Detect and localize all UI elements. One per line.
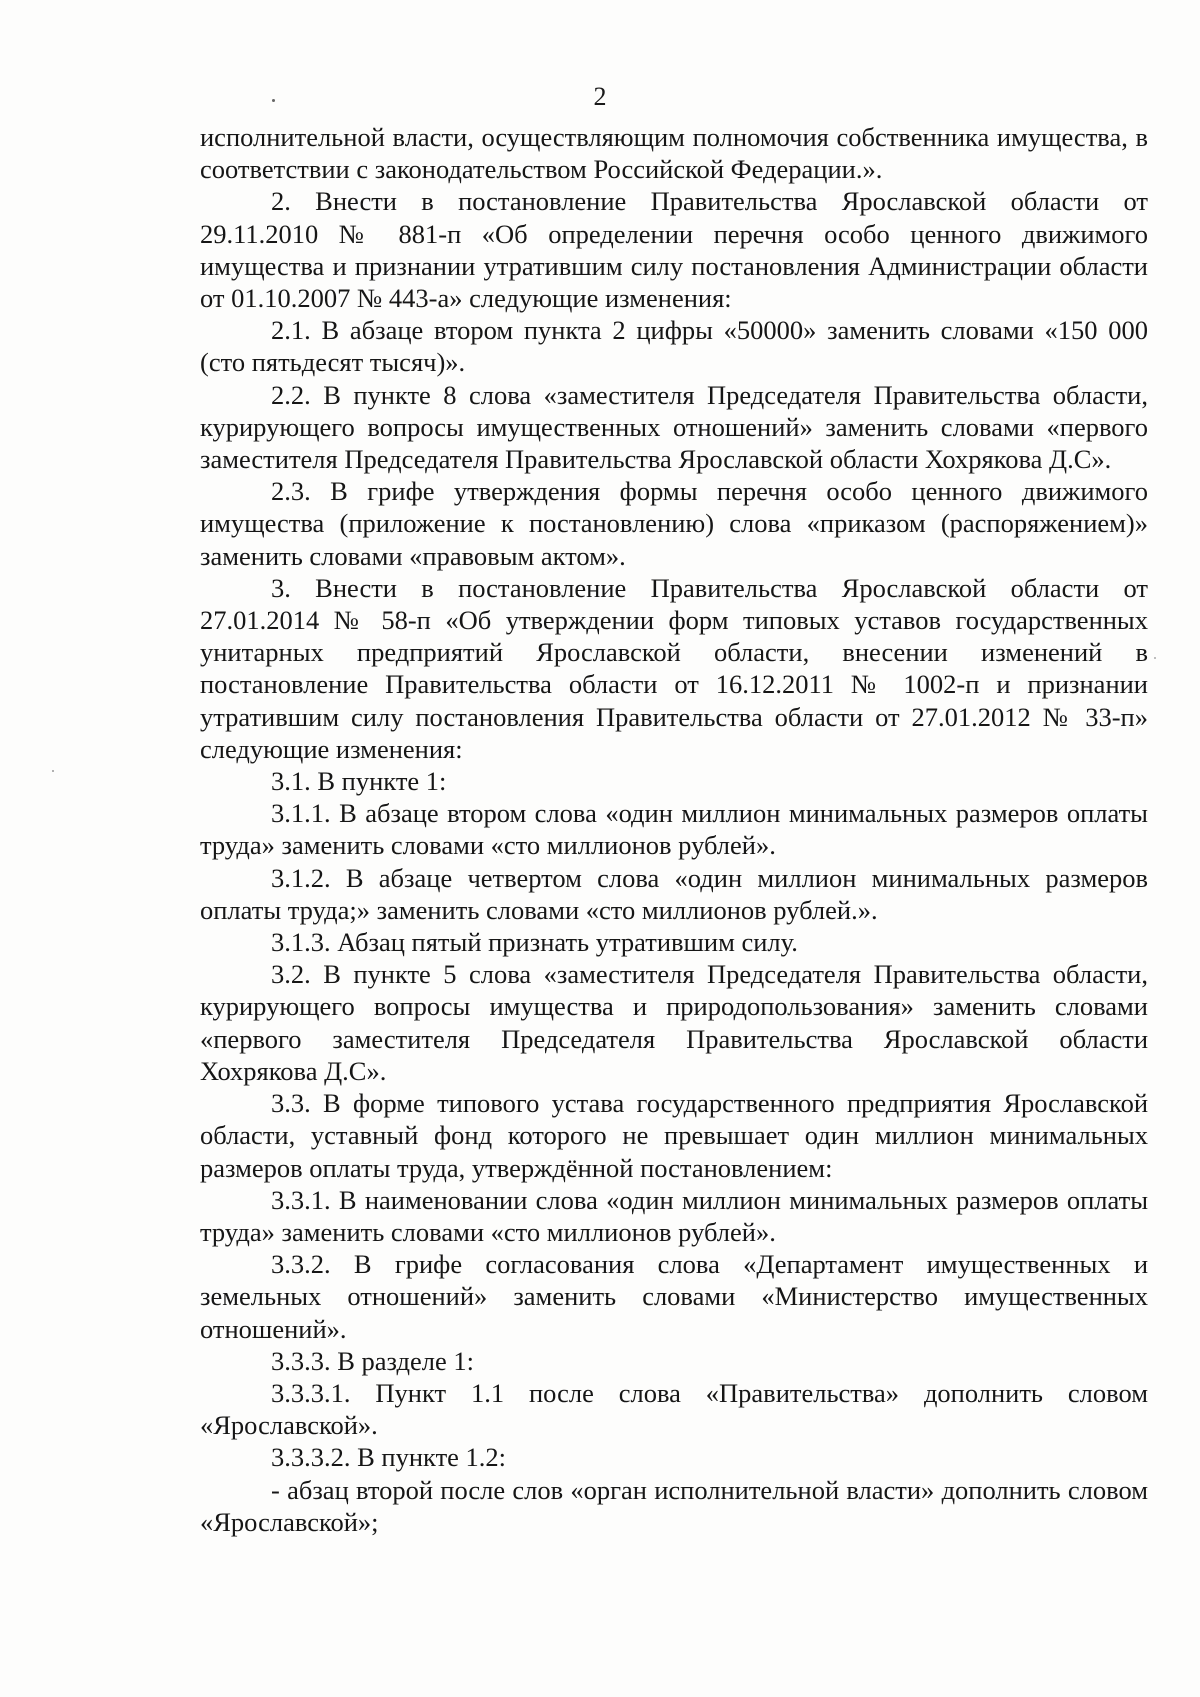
- paragraph-item-3-1-1: 3.1.1. В абзаце втором слова «один миллион минимальных размеров оплаты труда» заменить словами «сто миллионов рублей».: [200, 798, 1148, 861]
- paragraph-item-3-3-1: 3.3.1. В наименовании слова «один миллион минимальных размеров оплаты труда» заменить словами «сто миллионов рублей».: [200, 1184, 1148, 1247]
- scan-speck: [1154, 657, 1156, 659]
- paragraph-item-3-3-3-1: 3.3.3.1. Пункт 1.1 после слова «Правительства» дополнить словом «Ярославской».: [200, 1377, 1148, 1441]
- paragraph-sub-item: - абзац второй после слов «орган исполнительной власти» дополнить словом «Ярославской»;: [200, 1474, 1148, 1537]
- paragraph-item-3-3-3: 3.3.3. В разделе 1:: [271, 1345, 475, 1376]
- paragraph-item-3-3: 3.3. В форме типового устава государственного предприятия Ярославской области, уставный фонд которого не превышает один миллион минимальных размеров оплаты труда, утверждённой постановлением:: [200, 1088, 1148, 1183]
- paragraph-item-3-3-3-2: 3.3.3.2. В пункте 1.2:: [271, 1442, 507, 1473]
- document-body: [200, 121, 1148, 1538]
- paragraph-item-3: 3. Внести в постановление Правительства Ярославской области от 27.01.2014 № 58-п «Об утверждении форм типовых уставов государственных унитарных предприятий Ярославской области, внесении изменений в постановление Правительства области от 16.12.2011 № 1002-п и признании утратившим силу постановления Правительства области от 27.01.2012 № 33-п» следующие изменения:: [200, 572, 1148, 764]
- scan-speck: [52, 770, 54, 772]
- paragraph-item-3-3-2: 3.3.2. В грифе согласования слова «Департамент имущественных и земельных отношений» заменить словами «Министерство имущественных отношений».: [200, 1249, 1148, 1344]
- paragraph-item-3-1-2: 3.1.2. В абзаце четвертом слова «один миллион минимальных размеров оплаты труда;» заменить словами «сто миллионов рублей.».: [200, 862, 1148, 925]
- paragraph-item-2-1: 2.1. В абзаце втором пункта 2 цифры «50000» заменить словами «150 000 (сто пятьдесят тысяч)».: [200, 315, 1148, 378]
- paragraph-item-2-2: 2.2. В пункте 8 слова «заместителя Председателя Правительства области, курирующего вопросы имущественных отношений» заменить словами «первого заместителя Председателя Правительства Ярославской области Хохрякова Д.С».: [200, 379, 1148, 475]
- paragraph-item-2-3: 2.3. В грифе утверждения формы перечня особо ценного движимого имущества (приложение к постановлению) слова «приказом (распоряжением)» заменить словами «правовым актом».: [200, 476, 1148, 571]
- paragraph-item-3-2: 3.2. В пункте 5 слова «заместителя Председателя Правительства области, курирующего вопросы имущества и природопользования» заменить словами «первого заместителя Председателя Правительства Ярославской области Хохрякова Д.С».: [200, 959, 1148, 1086]
- paragraph-item-3-1: 3.1. В пункте 1:: [271, 766, 447, 797]
- paragraph-item-2: 2. Внести в постановление Правительства Ярославской области от 29.11.2010 № 881-п «Об определении перечня особо ценного движимого имущества и признании утратившим силу постановления Администрации области от 01.10.2007 № 443-а» следующие изменения:: [200, 186, 1148, 314]
- paragraph-item-3-1-3: 3.1.3. Абзац пятый признать утратившим силу.: [271, 927, 798, 958]
- paragraph-continuation: исполнительной власти, осуществляющим полномочия собственника имущества, в соответствии с законодательством Российской Федерации.».: [200, 122, 1148, 185]
- page-number: 2: [593, 82, 607, 111]
